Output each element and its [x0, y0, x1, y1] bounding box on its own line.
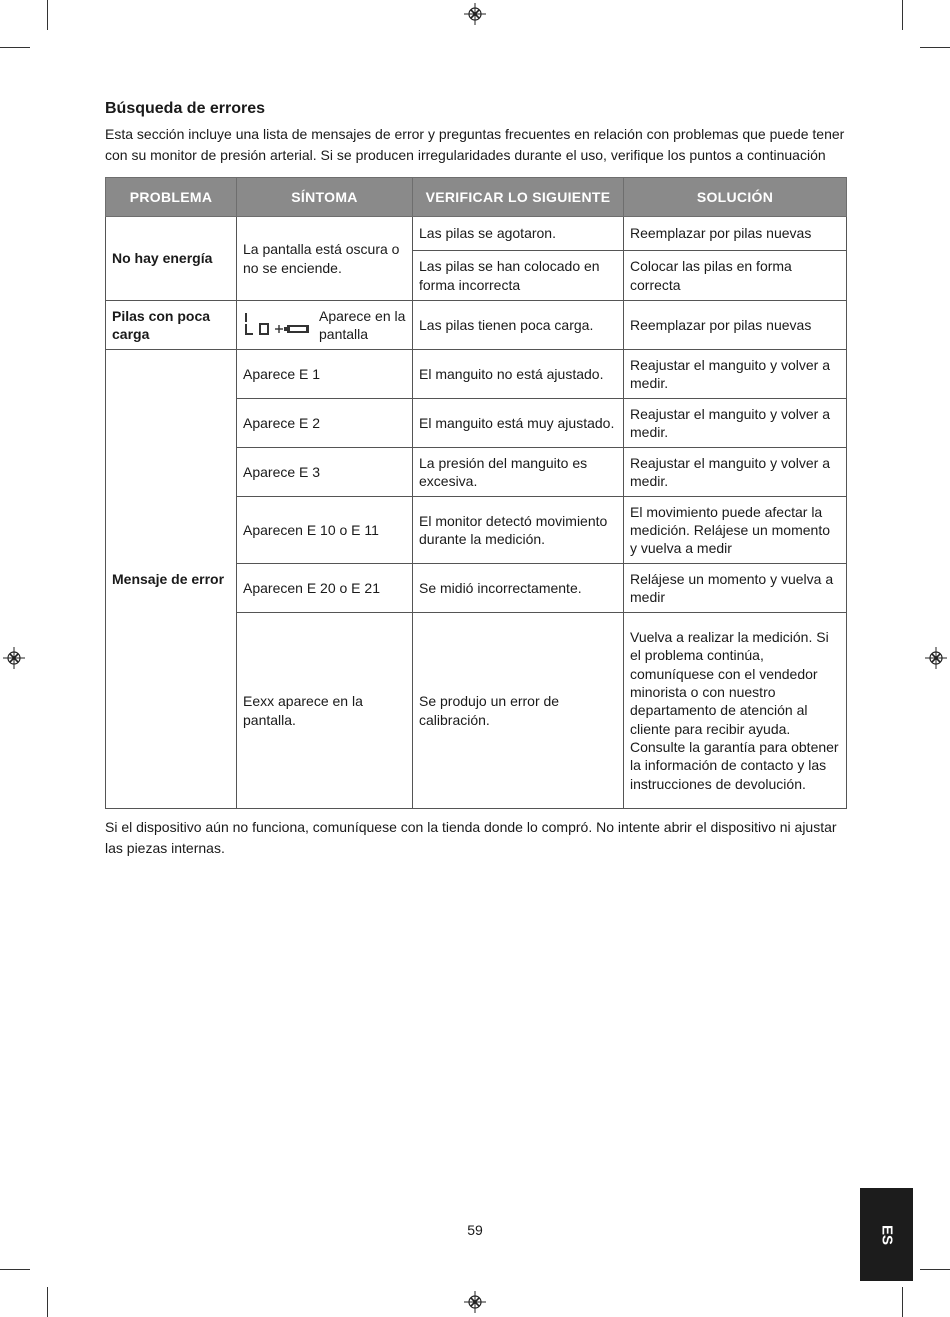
solution-cell: El movimiento puede afectar la medición. Relájese un momento y vuelva a medir: [624, 497, 847, 564]
solution-cell: Relájese un momento y vuelva a medir: [624, 564, 847, 613]
symptom-text: Aparece en la pantalla: [319, 307, 406, 342]
registration-mark-icon: [464, 3, 486, 25]
page-number: 59: [467, 1222, 483, 1238]
symptom-cell: [237, 301, 413, 350]
crop-mark: [0, 47, 30, 48]
crop-mark: [47, 1287, 48, 1317]
section-title: Búsqueda de errores: [105, 100, 266, 117]
crop-mark: [47, 0, 48, 30]
solution-cell: Reemplazar por pilas nuevas: [624, 217, 847, 251]
check-cell: Las pilas se agotaron.: [413, 217, 624, 251]
header-solution: SOLUCIÓN: [624, 178, 847, 217]
troubleshooting-table: [105, 177, 847, 809]
troubleshooting-section: [105, 100, 846, 858]
symptom-cell: Aparece E 1: [237, 350, 413, 399]
check-cell: La presión del manguito es excesiva.: [413, 448, 624, 497]
solution-cell: Reemplazar por pilas nuevas: [624, 301, 847, 350]
check-cell: Se midió incorrectamente.: [413, 564, 624, 613]
crop-mark: [920, 47, 950, 48]
registration-mark-icon: [925, 647, 947, 669]
problem-cell: No hay energía: [106, 217, 237, 301]
problem-cell: Pilas con poca carga: [106, 301, 237, 350]
solution-cell: Reajustar el manguito y volver a medir.: [624, 399, 847, 448]
crop-mark: [902, 0, 903, 30]
intro-text: Esta sección incluye una lista de mensajes de error y preguntas frecuentes en relación con problemas que puede tener con su monitor de presión arterial. Si se producen irregularidades durante el uso, verifique los puntos a continuación: [105, 126, 845, 163]
crop-mark: [902, 1287, 903, 1317]
registration-mark-icon: [3, 647, 25, 669]
check-cell: Se produjo un error de calibración.: [413, 613, 624, 809]
table-header-row: [106, 178, 847, 217]
symptom-cell: La pantalla está oscura o no se enciende.: [237, 217, 413, 301]
registration-mark-icon: [464, 1291, 486, 1313]
header-check: VERIFICAR LO SIGUIENTE: [413, 178, 624, 217]
symptom-cell: Aparecen E 10 o E 11: [237, 497, 413, 564]
symptom-cell: Aparece E 2: [237, 399, 413, 448]
table-row: [106, 301, 847, 350]
table-row: [106, 217, 847, 251]
footer-note: Si el dispositivo aún no funciona, comuníquese con la tienda donde lo compró. No intente abrir el dispositivo ni ajustar las piezas internas.: [105, 819, 837, 856]
symptom-cell: Eexx aparece en la pantalla.: [237, 613, 413, 809]
problem-cell: Mensaje de error: [106, 350, 237, 809]
solution-cell: Colocar las pilas en forma correcta: [624, 251, 847, 301]
table-row: [106, 350, 847, 399]
crop-mark: [0, 1269, 30, 1270]
solution-cell: Reajustar el manguito y volver a medir.: [624, 350, 847, 399]
symptom-cell: Aparecen E 20 o E 21: [237, 564, 413, 613]
language-tab: [860, 1188, 913, 1281]
crop-mark: [920, 1269, 950, 1270]
solution-cell: Vuelva a realizar la medición. Si el problema continúa, comuníquese con el vendedor minorista o con nuestro departamento de atención al cliente para recibir ayuda. Consulte la garantía para obtener la información de contacto y las instrucciones de devolución.: [624, 613, 847, 809]
solution-cell: Reajustar el manguito y volver a medir.: [624, 448, 847, 497]
check-cell: El monitor detectó movimiento durante la medición.: [413, 497, 624, 564]
low-battery-lo-display-icon: [243, 312, 313, 338]
check-cell: Las pilas tienen poca carga.: [413, 301, 624, 350]
check-cell: El manguito no está ajustado.: [413, 350, 624, 399]
check-cell: El manguito está muy ajustado.: [413, 399, 624, 448]
symptom-cell: Aparece E 3: [237, 448, 413, 497]
header-symptom: SÍNTOMA: [237, 178, 413, 217]
check-cell: Las pilas se han colocado en forma incorrecta: [413, 251, 624, 301]
header-problem: PROBLEMA: [106, 178, 237, 217]
language-tab-label: ES: [878, 1224, 895, 1245]
